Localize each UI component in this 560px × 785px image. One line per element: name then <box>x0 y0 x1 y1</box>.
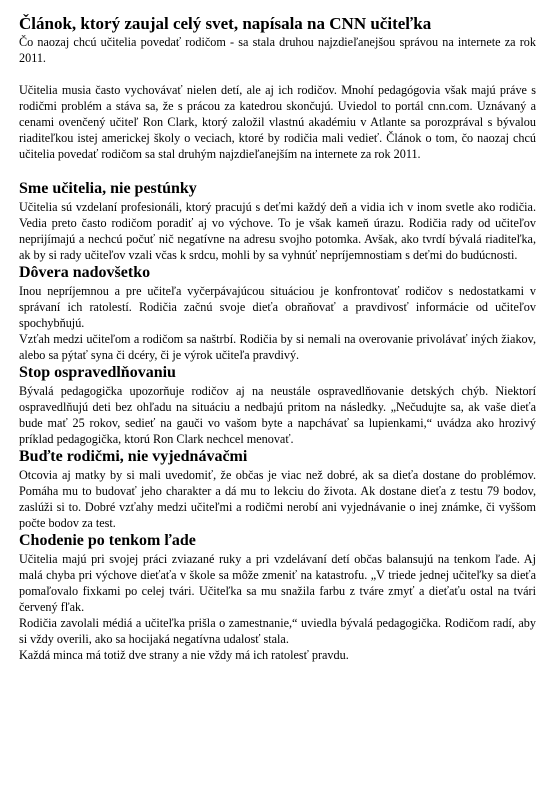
section-heading: Buďte rodičmi, nie vyjednávačmi <box>19 448 248 465</box>
section-paragraph: Otcovia aj matky by si mali uvedomiť, že občas je viac než dobré, ak sa dieťa dostane do problémov. Pomáha mu to budovať jeho charakter a dá mu to lekciu do života. Ak dostane dieťa z testu 79 bodov, zaslúži si to. Dobré vzťahy medzi učiteľmi a rodičmi nerobí ani vyjednávanie o inej známke, či vyššom počte bodov za test. <box>19 468 536 530</box>
section-be-parents <box>19 447 536 531</box>
section-paragraph: Bývalá pedagogička upozorňuje rodičov aj na neustále ospravedlňovanie detských chýb. Niektorí ospravedlňujú deti bez ohľadu na situáciu a nedbajú pritom na následky. „Nečudujte sa, ak vaše dieťa bude mať 25 rokov, sedieť na gauči vo vašom byte a napchávať sa lupienkami,“ uvádza ako hrozivý príklad pedagogička, ktorú Ron Clark nechcel menovať. <box>19 384 536 446</box>
section-paragraph: Učitelia sú vzdelaní profesionáli, ktorý pracujú s deťmi každý deň a vidia ich v inom svetle ako rodičia. Vedia preto často rodičom poradiť aj vo výchove. To je však kameň úrazu. Rodičia rady od učiteľov neprijímajú a nechcú počuť nič negatívne na adresu svojho potomka. Avšak, ako tvrdí bývalá riaditeľka, ak by si rady učiteľov vzali včas k srdcu, mohli by sa vyhnúť nepríjemnostiam s deťmi do budúcnosti. <box>19 200 536 262</box>
section-paragraph: Vzťah medzi učiteľom a rodičom sa naštrbí. Rodičia by si nemali na overovanie privolávať iných žiakov, alebo sa pýtať syna či dcéry, či je výrok učiteľa pravdivý. <box>19 332 536 362</box>
section-paragraph: Učitelia majú pri svojej práci zviazané ruky a pri vzdelávaní detí občas balansujú na tenkom ľade. Aj malá chyba pri výchove dieťaťa v škole sa môže zmeniť na katastrofu. „V triede jednej učiteľky sa dieťa pomaľovalo fixkami po celej tvári. Učiteľka sa mu snažila farbu z tváre zmyť a dieťaťu ostal na tvári červený fľak. <box>19 552 536 614</box>
article-intro: Učitelia musia často vychovávať nielen detí, ale aj ich rodičov. Mnohí pedagógovia však majú práve s rodičmi problém a stáva sa, že s prácou za katedrou skončujú. Uviedol to portál cnn.com. Uznávaný a cenami ovenčený učiteľ Ron Clark, ktorý založil vlastnú akadémiu v Atlante sa porozprával s bývalou riaditeľkou istej americkej školy o veciach, ktoré by rodičia mali vedieť. Článok o tom, čo naozaj chcú učitelia povedať rodičom sa stal druhým najzdieľanejším na internete za rok 2011. <box>19 83 536 161</box>
section-teachers-not-nannies <box>19 179 536 263</box>
section-thin-ice <box>19 531 536 663</box>
article-title: Článok, ktorý zaujal celý svet, napísala na CNN učiteľka <box>19 14 432 33</box>
section-trust-above-all <box>19 263 536 363</box>
section-paragraph: Inou nepríjemnou a pre učiteľa vyčerpávajúcou situáciou je konfrontovať rodičov s nedostatkami v správaní ich ratolestí. Rodičia začnú svoje dieťa obraňovať a pravdivosť informácie od učiteľov spochybňujú. <box>19 284 536 330</box>
section-paragraph: Rodičia zavolali médiá a učiteľka prišla o zamestnanie,“ uviedla bývalá pedagogička. Rodičom radí, aby si vždy overili, ako sa hocijaká negatívna udalosť stala. <box>19 616 536 646</box>
article-lead: Čo naozaj chcú učitelia povedať rodičom - sa stala druhou najzdieľanejšou správou na internete za rok 2011. <box>19 35 536 65</box>
section-stop-excusing <box>19 363 536 447</box>
section-paragraph: Každá minca má totiž dve strany a nie vždy má ich ratolesť pravdu. <box>19 648 349 662</box>
section-heading: Chodenie po tenkom ľade <box>19 532 196 549</box>
section-heading: Dôvera nadovšetko <box>19 264 151 281</box>
section-heading: Sme učitelia, nie pestúnky <box>19 180 197 197</box>
section-heading: Stop ospravedlňovaniu <box>19 364 176 381</box>
